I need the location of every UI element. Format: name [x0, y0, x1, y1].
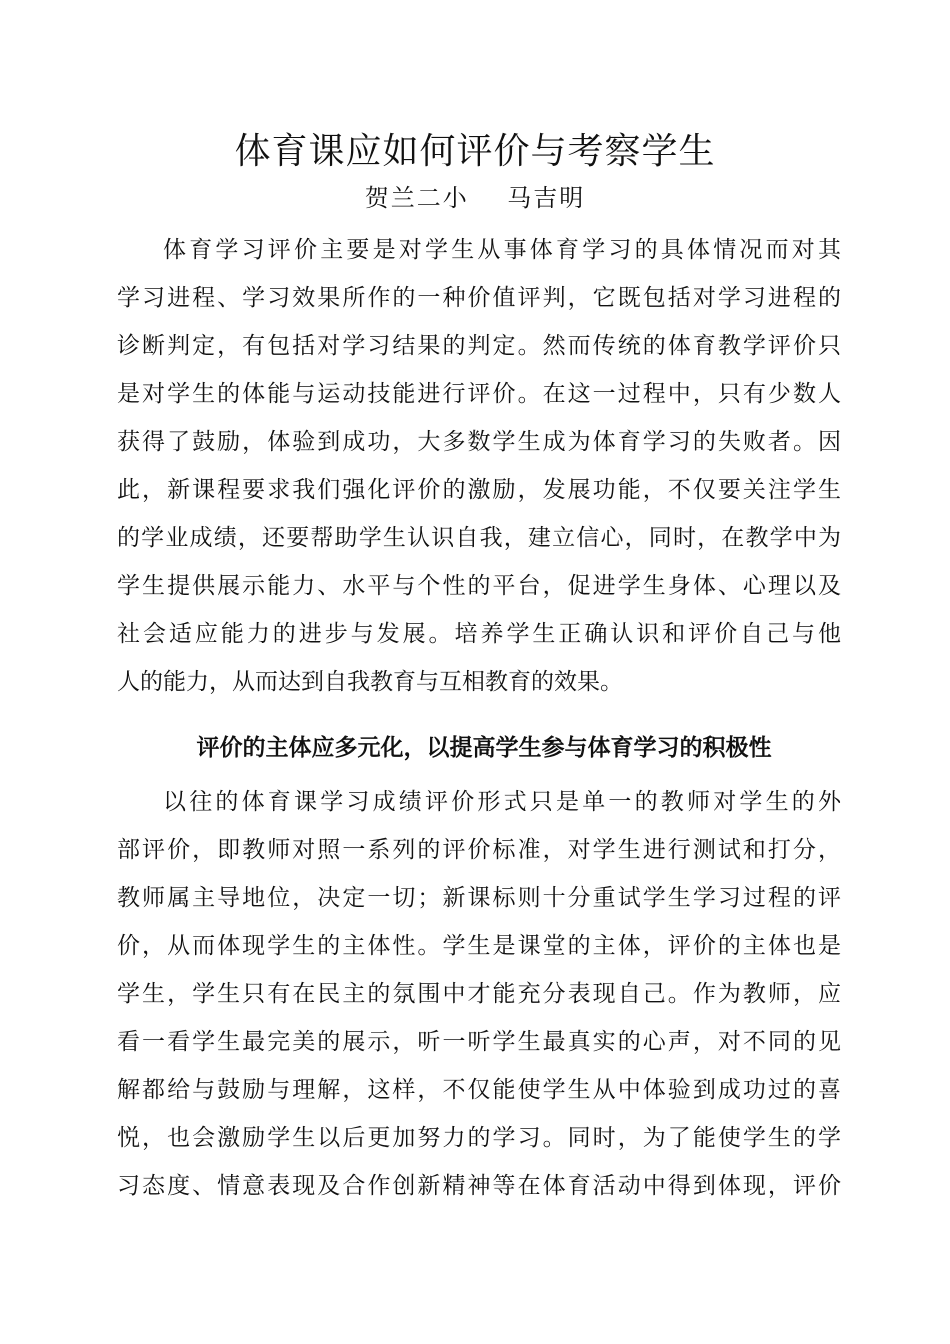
text-line: 看一看学生最完美的展示，听一听学生最真实的心声，对不同的见	[117, 1029, 841, 1055]
text-line: 教师属主导地位，决定一切；新课标则十分重试学生学习过程的评	[117, 885, 841, 911]
text-line: 此，新课程要求我们强化评价的激励，发展功能，不仅要关注学生	[117, 477, 841, 503]
text-line: 悦，也会激励学生以后更加努力的学习。同时，为了能使学生的学	[117, 1125, 841, 1151]
author-byline: 贺兰二小 马吉明	[364, 184, 586, 212]
text-line: 学生，学生只有在民主的氛围中才能充分表现自己。作为教师，应	[117, 981, 841, 1007]
page-title: 体育课应如何评价与考察学生	[234, 131, 716, 172]
text-line: 价，从而体现学生的主体性。学生是课堂的主体，评价的主体也是	[117, 933, 841, 959]
paragraph-2	[117, 778, 841, 1210]
text-line: 是对学生的体能与运动技能进行评价。在这一过程中，只有少数人	[117, 381, 841, 407]
paragraph-1	[117, 226, 841, 706]
text-line: 的学业成绩，还要帮助学生认识自我，建立信心，同时，在教学中为	[117, 525, 841, 551]
text-line: 获得了鼓励，体验到成功，大多数学生成为体育学习的失败者。因	[117, 429, 841, 455]
text-line: 体育学习评价主要是对学生从事体育学习的具体情况而对其	[163, 237, 841, 263]
text-line: 习态度、情意表现及合作创新精神等在体育活动中得到体现，评价	[117, 1173, 841, 1199]
text-line: 学习进程、学习效果所作的一种价值评判，它既包括对学习进程的	[117, 285, 841, 311]
text-line: 学生提供展示能力、水平与个性的平台，促进学生身体、心理以及	[117, 573, 841, 599]
text-line: 诊断判定，有包括对学习结果的判定。然而传统的体育教学评价只	[117, 333, 841, 359]
text-line: 部评价，即教师对照一系列的评价标准，对学生进行测试和打分，	[117, 837, 841, 863]
text-line: 人的能力，从而达到自我教育与互相教育的效果。	[117, 669, 623, 695]
text-line: 以往的体育课学习成绩评价形式只是单一的教师对学生的外	[163, 789, 841, 815]
text-line: 解都给与鼓励与理解，这样，不仅能使学生从中体验到成功过的喜	[117, 1077, 841, 1103]
text-line: 社会适应能力的进步与发展。培养学生正确认识和评价自己与他	[117, 621, 841, 647]
section-heading: 评价的主体应多元化，以提高学生参与体育学习的积极性	[196, 735, 772, 761]
